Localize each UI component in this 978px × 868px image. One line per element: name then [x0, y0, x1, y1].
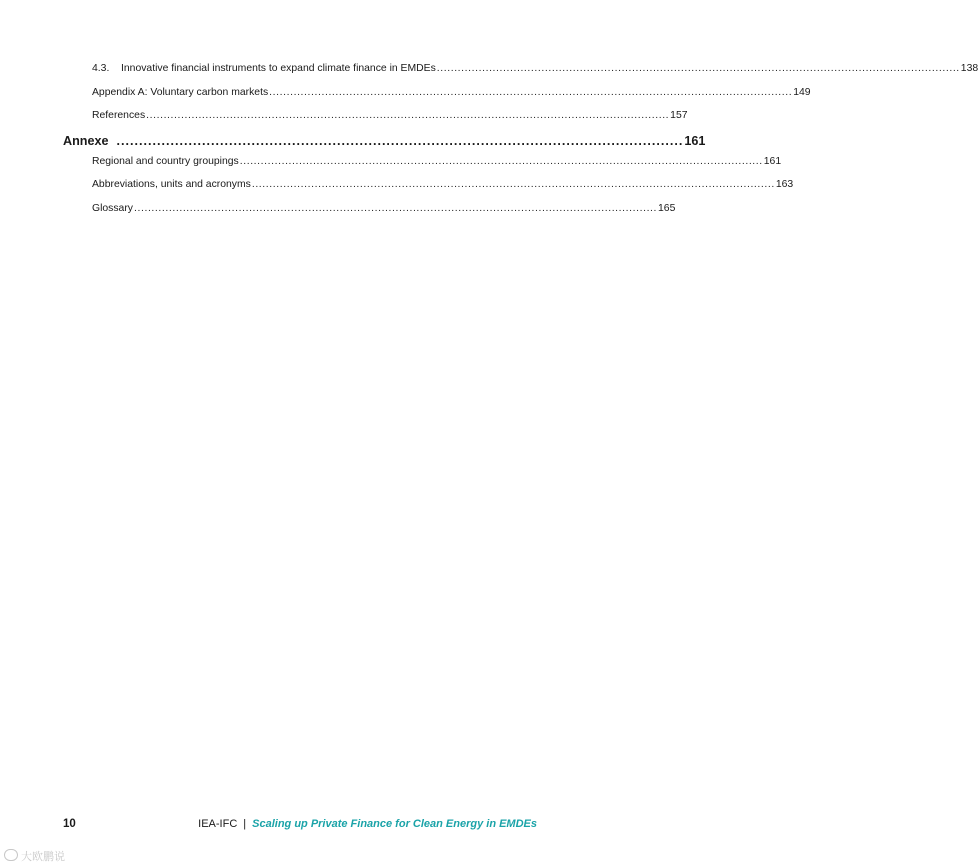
toc-dot-leader: ......................................................................................................................................................: [269, 86, 793, 98]
toc-dot-leader: ..............................................................................................................................: [116, 133, 684, 148]
toc-entry-title: Annexe: [63, 133, 109, 148]
toc-entry-title: References: [92, 110, 146, 121]
toc-entry-innovative-instruments[interactable]: [63, 61, 978, 85]
toc-entry-appendix-a[interactable]: [63, 85, 811, 109]
toc-dot-leader: ......................................................................................................................................................: [251, 179, 775, 190]
toc-dot-leader: ......................................................................................................................................................: [134, 202, 658, 214]
toc-entry-title: Abbreviations, units and acronyms: [92, 179, 251, 190]
toc-entry-page: 161: [763, 155, 782, 167]
toc-entry-page: 161: [684, 133, 706, 148]
toc-entry-number: 4.3.: [92, 63, 110, 74]
toc-entry-abbreviations[interactable]: [63, 177, 794, 201]
toc-entry-page: 149: [793, 86, 811, 98]
watermark-text: 大欧鹏说: [21, 851, 65, 863]
toc-entry-title: Regional and country groupings: [92, 155, 239, 167]
toc-dot-leader: ......................................................................................................................................................: [239, 155, 763, 167]
toc-dot-leader: ......................................................................................................................................................: [146, 110, 670, 121]
toc-entry-annexe[interactable]: [63, 132, 706, 154]
toc-entry-regional-groupings[interactable]: [63, 154, 782, 178]
footer-right: [198, 818, 537, 830]
footer-report-title: Scaling up Private Finance for Clean Energy in EMDEs: [252, 818, 537, 830]
toc-entry-title: Glossary: [92, 202, 133, 214]
toc-entry-page: 163: [775, 179, 794, 190]
table-of-contents: [63, 61, 978, 224]
toc-entry-references[interactable]: [63, 108, 688, 132]
footer-separator: |: [243, 818, 247, 830]
toc-entry-page: 138: [960, 63, 978, 74]
page-footer: [63, 818, 537, 836]
watermark-icon: [4, 849, 18, 861]
page-number: 10: [63, 818, 76, 830]
toc-dot-leader: ......................................................................................................................................................: [436, 63, 960, 74]
toc-entry-title: Appendix A: Voluntary carbon markets: [92, 86, 269, 98]
toc-entry-glossary[interactable]: [63, 201, 676, 225]
watermark: [4, 848, 65, 864]
toc-entry-page: 165: [658, 202, 676, 214]
toc-entry-page: 157: [670, 110, 688, 121]
toc-entry-title: Innovative financial instruments to expand climate finance in EMDEs: [121, 63, 436, 74]
footer-org: IEA-IFC: [198, 818, 238, 830]
